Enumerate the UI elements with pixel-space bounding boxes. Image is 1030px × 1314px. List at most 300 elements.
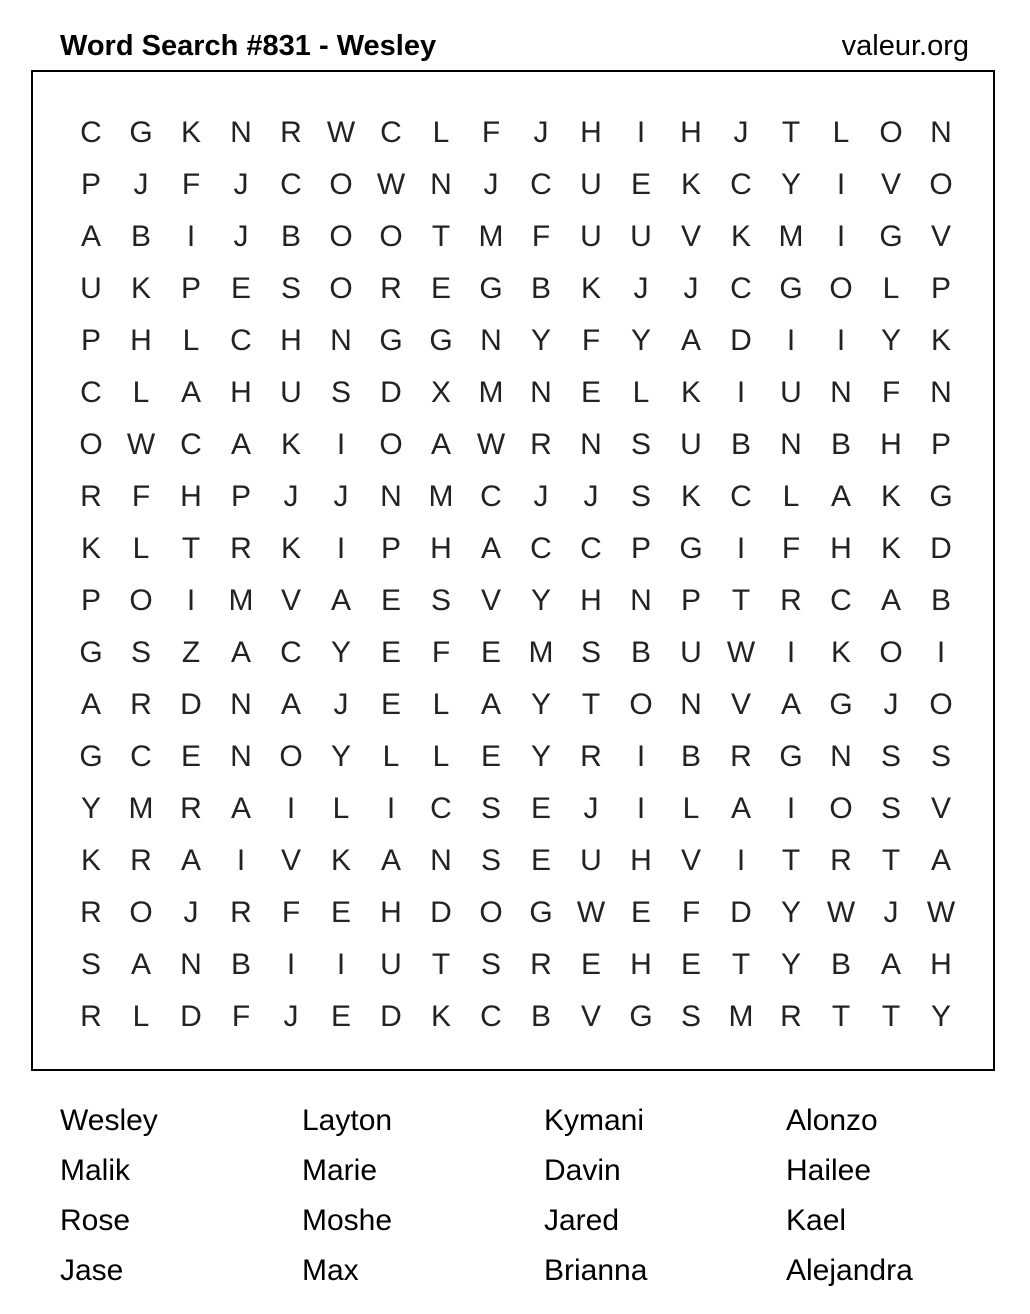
grid-letter: P [80, 168, 101, 201]
grid-letter: R [130, 844, 152, 877]
grid-letter: K [280, 532, 301, 565]
grid-letter: A [780, 688, 801, 721]
grid-letter: O [829, 792, 853, 825]
grid-letter: N [480, 324, 502, 357]
grid-letter: O [379, 428, 403, 461]
grid-letter: H [280, 324, 302, 357]
grid-letter: N [580, 428, 602, 461]
grid-letter: P [930, 428, 951, 461]
grid-letter: H [580, 116, 602, 149]
grid-letter: S [80, 948, 101, 981]
grid-letter: H [180, 480, 202, 513]
grid-letter: P [680, 584, 701, 617]
grid-letter: O [329, 220, 353, 253]
grid-letter: H [680, 116, 702, 149]
grid-letter: E [530, 792, 551, 825]
grid-letter: M [128, 792, 154, 825]
grid-letter: S [680, 1000, 701, 1033]
grid-letter: P [380, 532, 401, 565]
grid-letter: V [680, 844, 701, 877]
grid-letter: R [230, 896, 252, 929]
grid-letter: T [781, 116, 801, 149]
grid-letter: I [236, 844, 246, 877]
grid-letter: I [786, 636, 796, 669]
word-list-item: Malik [60, 1154, 131, 1187]
grid-letter: Y [80, 792, 101, 825]
grid-letter: F [681, 896, 701, 929]
puzzle-board [31, 70, 995, 1071]
grid-letter: E [630, 896, 651, 929]
grid-letter: K [730, 220, 751, 253]
grid-letter: I [636, 792, 646, 825]
grid-letter: R [580, 740, 602, 773]
grid-letter: R [530, 428, 552, 461]
grid-letter: R [380, 272, 402, 305]
grid-letter: Y [330, 740, 351, 773]
grid-letter: D [930, 532, 952, 565]
grid-letter: E [580, 376, 601, 409]
grid-letter: G [79, 740, 103, 773]
grid-letter: F [531, 220, 551, 253]
grid-letter: S [880, 740, 901, 773]
grid-letter: Y [530, 688, 551, 721]
grid-letter: O [829, 272, 853, 305]
grid-letter: U [80, 272, 102, 305]
grid-letter: I [786, 324, 796, 357]
grid-letter: K [280, 428, 301, 461]
grid-letter: H [230, 376, 252, 409]
grid-letter: I [336, 428, 346, 461]
grid-letter: D [380, 376, 402, 409]
grid-letter: K [880, 532, 901, 565]
grid-letter: N [180, 948, 202, 981]
grid-letter: A [480, 688, 501, 721]
word-list-item: Jared [544, 1204, 620, 1237]
grid-letter: W [726, 636, 756, 669]
grid-letter: R [280, 116, 302, 149]
grid-letter: O [929, 168, 953, 201]
grid-letter: C [480, 1000, 502, 1033]
grid-letter: O [129, 896, 153, 929]
grid-letter: T [881, 1000, 901, 1033]
grid-letter: S [930, 740, 951, 773]
grid-letter: I [386, 792, 396, 825]
grid-letter: E [180, 740, 201, 773]
grid-letter: K [430, 1000, 451, 1033]
grid-letter: B [230, 948, 251, 981]
grid-letter: I [836, 220, 846, 253]
grid-letter: R [80, 480, 102, 513]
grid-letter: A [830, 480, 851, 513]
grid-letter: G [429, 324, 453, 357]
grid-letter: G [629, 1000, 653, 1033]
grid-letter: U [580, 168, 602, 201]
grid-letter: V [880, 168, 901, 201]
grid-letter: D [430, 896, 452, 929]
grid-letter: E [380, 688, 401, 721]
grid-letter: H [380, 896, 402, 929]
grid-letter: U [580, 220, 602, 253]
grid-letter: N [930, 376, 952, 409]
grid-letter: K [830, 636, 851, 669]
grid-letter: K [130, 272, 151, 305]
grid-letter: C [130, 740, 152, 773]
grid-letter: A [230, 428, 251, 461]
grid-letter: J [283, 480, 299, 513]
grid-letter: R [180, 792, 202, 825]
grid-letter: L [682, 792, 700, 825]
grid-letter: O [129, 584, 153, 617]
grid-letter: A [180, 376, 201, 409]
grid-letter: S [480, 792, 501, 825]
grid-letter: F [581, 324, 601, 357]
grid-letter: J [883, 896, 899, 929]
word-list-item: Davin [544, 1154, 621, 1187]
grid-letter: C [180, 428, 202, 461]
grid-letter: M [428, 480, 454, 513]
grid-letter: L [132, 376, 150, 409]
grid-letter: L [332, 792, 350, 825]
grid-letter: D [180, 1000, 202, 1033]
grid-letter: V [480, 584, 501, 617]
grid-letter: O [879, 636, 903, 669]
grid-letter: B [530, 1000, 551, 1033]
word-list-item: Kymani [544, 1104, 645, 1137]
grid-letter: A [880, 948, 901, 981]
grid-letter: N [330, 324, 352, 357]
grid-letter: S [480, 948, 501, 981]
grid-letter: I [836, 324, 846, 357]
grid-letter: F [181, 168, 201, 201]
grid-letter: C [530, 532, 552, 565]
grid-letter: I [836, 168, 846, 201]
grid-letter: A [680, 324, 701, 357]
grid-letter: J [333, 688, 349, 721]
word-list-item: Jase [60, 1254, 124, 1287]
grid-letter: J [733, 116, 749, 149]
grid-letter: A [730, 792, 751, 825]
grid-letter: U [680, 636, 702, 669]
grid-letter: S [480, 844, 501, 877]
grid-letter: K [930, 324, 951, 357]
grid-letter: D [730, 324, 752, 357]
grid-letter: N [230, 688, 252, 721]
grid-letter: B [680, 740, 701, 773]
grid-letter: L [182, 324, 200, 357]
grid-letter: N [680, 688, 702, 721]
grid-letter: M [728, 1000, 754, 1033]
grid-letter: L [782, 480, 800, 513]
grid-letter: T [581, 688, 601, 721]
word-list-item: Marie [302, 1154, 378, 1187]
word-list-item: Hailee [786, 1154, 872, 1187]
grid-letter: B [530, 272, 551, 305]
grid-letter: C [430, 792, 452, 825]
grid-letter: L [632, 376, 650, 409]
grid-letter: E [330, 896, 351, 929]
grid-letter: O [79, 428, 103, 461]
grid-letter: Y [630, 324, 651, 357]
grid-letter: F [781, 532, 801, 565]
grid-letter: C [730, 168, 752, 201]
grid-letter: J [683, 272, 699, 305]
grid-letter: S [630, 480, 651, 513]
grid-letter: G [929, 480, 953, 513]
grid-letter: J [533, 116, 549, 149]
grid-letter: I [736, 844, 746, 877]
grid-letter: J [233, 168, 249, 201]
grid-letter: H [880, 428, 902, 461]
grid-letter: B [830, 948, 851, 981]
grid-letter: D [380, 1000, 402, 1033]
grid-letter: A [180, 844, 201, 877]
grid-letter: U [630, 220, 652, 253]
grid-letter: J [333, 480, 349, 513]
grid-letter: W [826, 896, 856, 929]
grid-letter: N [230, 740, 252, 773]
grid-letter: S [880, 792, 901, 825]
grid-letter: G [779, 272, 803, 305]
grid-letter: I [786, 792, 796, 825]
grid-letter: C [280, 636, 302, 669]
grid-letter: O [279, 740, 303, 773]
grid-letter: T [881, 844, 901, 877]
grid-letter: U [780, 376, 802, 409]
grid-letter: R [530, 948, 552, 981]
grid-letter: U [680, 428, 702, 461]
grid-letter: R [230, 532, 252, 565]
grid-letter: H [580, 584, 602, 617]
grid-letter: H [630, 948, 652, 981]
grid-letter: Y [530, 584, 551, 617]
grid-letter: W [476, 428, 506, 461]
letter-grid [66, 107, 966, 1043]
word-list-item: Layton [302, 1104, 393, 1137]
grid-letter: C [480, 480, 502, 513]
grid-letter: G [679, 532, 703, 565]
grid-letter: R [780, 584, 802, 617]
grid-letter: E [230, 272, 251, 305]
grid-letter: E [330, 1000, 351, 1033]
grid-letter: V [580, 1000, 601, 1033]
grid-letter: N [430, 844, 452, 877]
grid-letter: E [480, 740, 501, 773]
grid-letter: H [830, 532, 852, 565]
grid-letter: J [283, 1000, 299, 1033]
grid-letter: R [130, 688, 152, 721]
grid-letter: V [930, 792, 951, 825]
word-list-item: Max [302, 1254, 359, 1287]
grid-letter: B [830, 428, 851, 461]
grid-letter: J [233, 220, 249, 253]
grid-letter: P [230, 480, 251, 513]
grid-letter: P [180, 272, 201, 305]
grid-letter: L [882, 272, 900, 305]
grid-letter: Y [330, 636, 351, 669]
grid-letter: R [80, 896, 102, 929]
grid-letter: H [430, 532, 452, 565]
grid-letter: C [730, 272, 752, 305]
grid-letter: F [431, 636, 451, 669]
grid-letter: B [730, 428, 751, 461]
grid-letter: E [380, 636, 401, 669]
grid-letter: U [280, 376, 302, 409]
grid-letter: B [280, 220, 301, 253]
grid-letter: I [286, 948, 296, 981]
grid-letter: A [930, 844, 951, 877]
grid-letter: V [930, 220, 951, 253]
grid-letter: C [280, 168, 302, 201]
grid-letter: H [930, 948, 952, 981]
grid-letter: L [432, 116, 450, 149]
grid-letter: T [781, 844, 801, 877]
word-list-item: Wesley [60, 1104, 158, 1137]
grid-letter: C [580, 532, 602, 565]
grid-letter: J [133, 168, 149, 201]
grid-letter: I [186, 220, 196, 253]
grid-letter: Y [780, 168, 801, 201]
grid-letter: I [336, 532, 346, 565]
grid-letter: F [481, 116, 501, 149]
grid-letter: J [883, 688, 899, 721]
grid-letter: Y [530, 324, 551, 357]
grid-letter: I [636, 116, 646, 149]
grid-letter: X [430, 376, 451, 409]
word-list-item: Alejandra [786, 1254, 913, 1287]
grid-letter: H [630, 844, 652, 877]
grid-letter: T [831, 1000, 851, 1033]
grid-letter: A [80, 688, 101, 721]
grid-letter: D [180, 688, 202, 721]
grid-letter: N [830, 376, 852, 409]
grid-letter: E [380, 584, 401, 617]
word-list-item: Brianna [544, 1254, 648, 1287]
grid-letter: K [880, 480, 901, 513]
grid-letter: E [430, 272, 451, 305]
grid-letter: L [382, 740, 400, 773]
grid-letter: W [576, 896, 606, 929]
grid-letter: U [580, 844, 602, 877]
grid-letter: L [132, 1000, 150, 1033]
grid-letter: O [879, 116, 903, 149]
grid-letter: J [183, 896, 199, 929]
grid-letter: J [533, 480, 549, 513]
grid-letter: T [731, 584, 751, 617]
grid-letter: A [380, 844, 401, 877]
grid-letter: G [479, 272, 503, 305]
grid-letter: Z [181, 636, 201, 669]
grid-letter: A [480, 532, 501, 565]
puzzle-title: Word Search #831 - Wesley [60, 30, 437, 62]
grid-letter: N [830, 740, 852, 773]
grid-letter: S [280, 272, 301, 305]
grid-letter: F [881, 376, 901, 409]
grid-letter: B [930, 584, 951, 617]
grid-letter: G [829, 688, 853, 721]
grid-letter: S [580, 636, 601, 669]
grid-letter: I [936, 636, 946, 669]
grid-letter: F [131, 480, 151, 513]
grid-letter: N [430, 168, 452, 201]
word-list-item: Moshe [302, 1204, 393, 1237]
grid-letter: K [80, 844, 101, 877]
grid-letter: K [680, 376, 701, 409]
grid-letter: C [80, 376, 102, 409]
grid-letter: S [630, 428, 651, 461]
grid-letter: E [530, 844, 551, 877]
grid-letter: U [380, 948, 402, 981]
grid-letter: F [231, 1000, 251, 1033]
grid-letter: I [286, 792, 296, 825]
grid-letter: C [830, 584, 852, 617]
grid-letter: Y [880, 324, 901, 357]
grid-letter: V [280, 844, 301, 877]
grid-letter: N [530, 376, 552, 409]
grid-letter: Y [930, 1000, 951, 1033]
grid-letter: N [380, 480, 402, 513]
grid-letter: P [80, 324, 101, 357]
grid-letter: K [180, 116, 201, 149]
grid-letter: I [336, 948, 346, 981]
site-name: valeur.org [841, 30, 969, 62]
grid-letter: C [530, 168, 552, 201]
grid-letter: A [330, 584, 351, 617]
word-list [60, 1096, 1028, 1296]
grid-letter: T [431, 220, 451, 253]
grid-letter: O [329, 168, 353, 201]
grid-letter: R [830, 844, 852, 877]
grid-letter: N [230, 116, 252, 149]
grid-letter: A [80, 220, 101, 253]
grid-letter: D [730, 896, 752, 929]
grid-letter: E [680, 948, 701, 981]
grid-letter: K [80, 532, 101, 565]
grid-letter: M [778, 220, 804, 253]
grid-letter: W [376, 168, 406, 201]
grid-letter: Y [780, 896, 801, 929]
grid-letter: C [730, 480, 752, 513]
grid-letter: S [330, 376, 351, 409]
grid-letter: J [583, 792, 599, 825]
grid-letter: W [326, 116, 356, 149]
grid-letter: R [730, 740, 752, 773]
grid-letter: Y [780, 948, 801, 981]
grid-letter: W [926, 896, 956, 929]
grid-letter: A [880, 584, 901, 617]
grid-letter: A [230, 792, 251, 825]
grid-letter: O [479, 896, 503, 929]
grid-letter: J [583, 480, 599, 513]
grid-letter: O [379, 220, 403, 253]
grid-letter: S [130, 636, 151, 669]
grid-letter: M [478, 376, 504, 409]
grid-letter: I [736, 532, 746, 565]
grid-letter: G [379, 324, 403, 357]
grid-letter: E [580, 948, 601, 981]
grid-letter: L [132, 532, 150, 565]
grid-letter: V [730, 688, 751, 721]
grid-letter: B [630, 636, 651, 669]
grid-letter: I [636, 740, 646, 773]
grid-letter: W [126, 428, 156, 461]
grid-letter: M [478, 220, 504, 253]
grid-letter: V [280, 584, 301, 617]
grid-letter: T [181, 532, 201, 565]
grid-letter: A [430, 428, 451, 461]
grid-letter: P [630, 532, 651, 565]
grid-letter: L [432, 688, 450, 721]
grid-letter: V [680, 220, 701, 253]
